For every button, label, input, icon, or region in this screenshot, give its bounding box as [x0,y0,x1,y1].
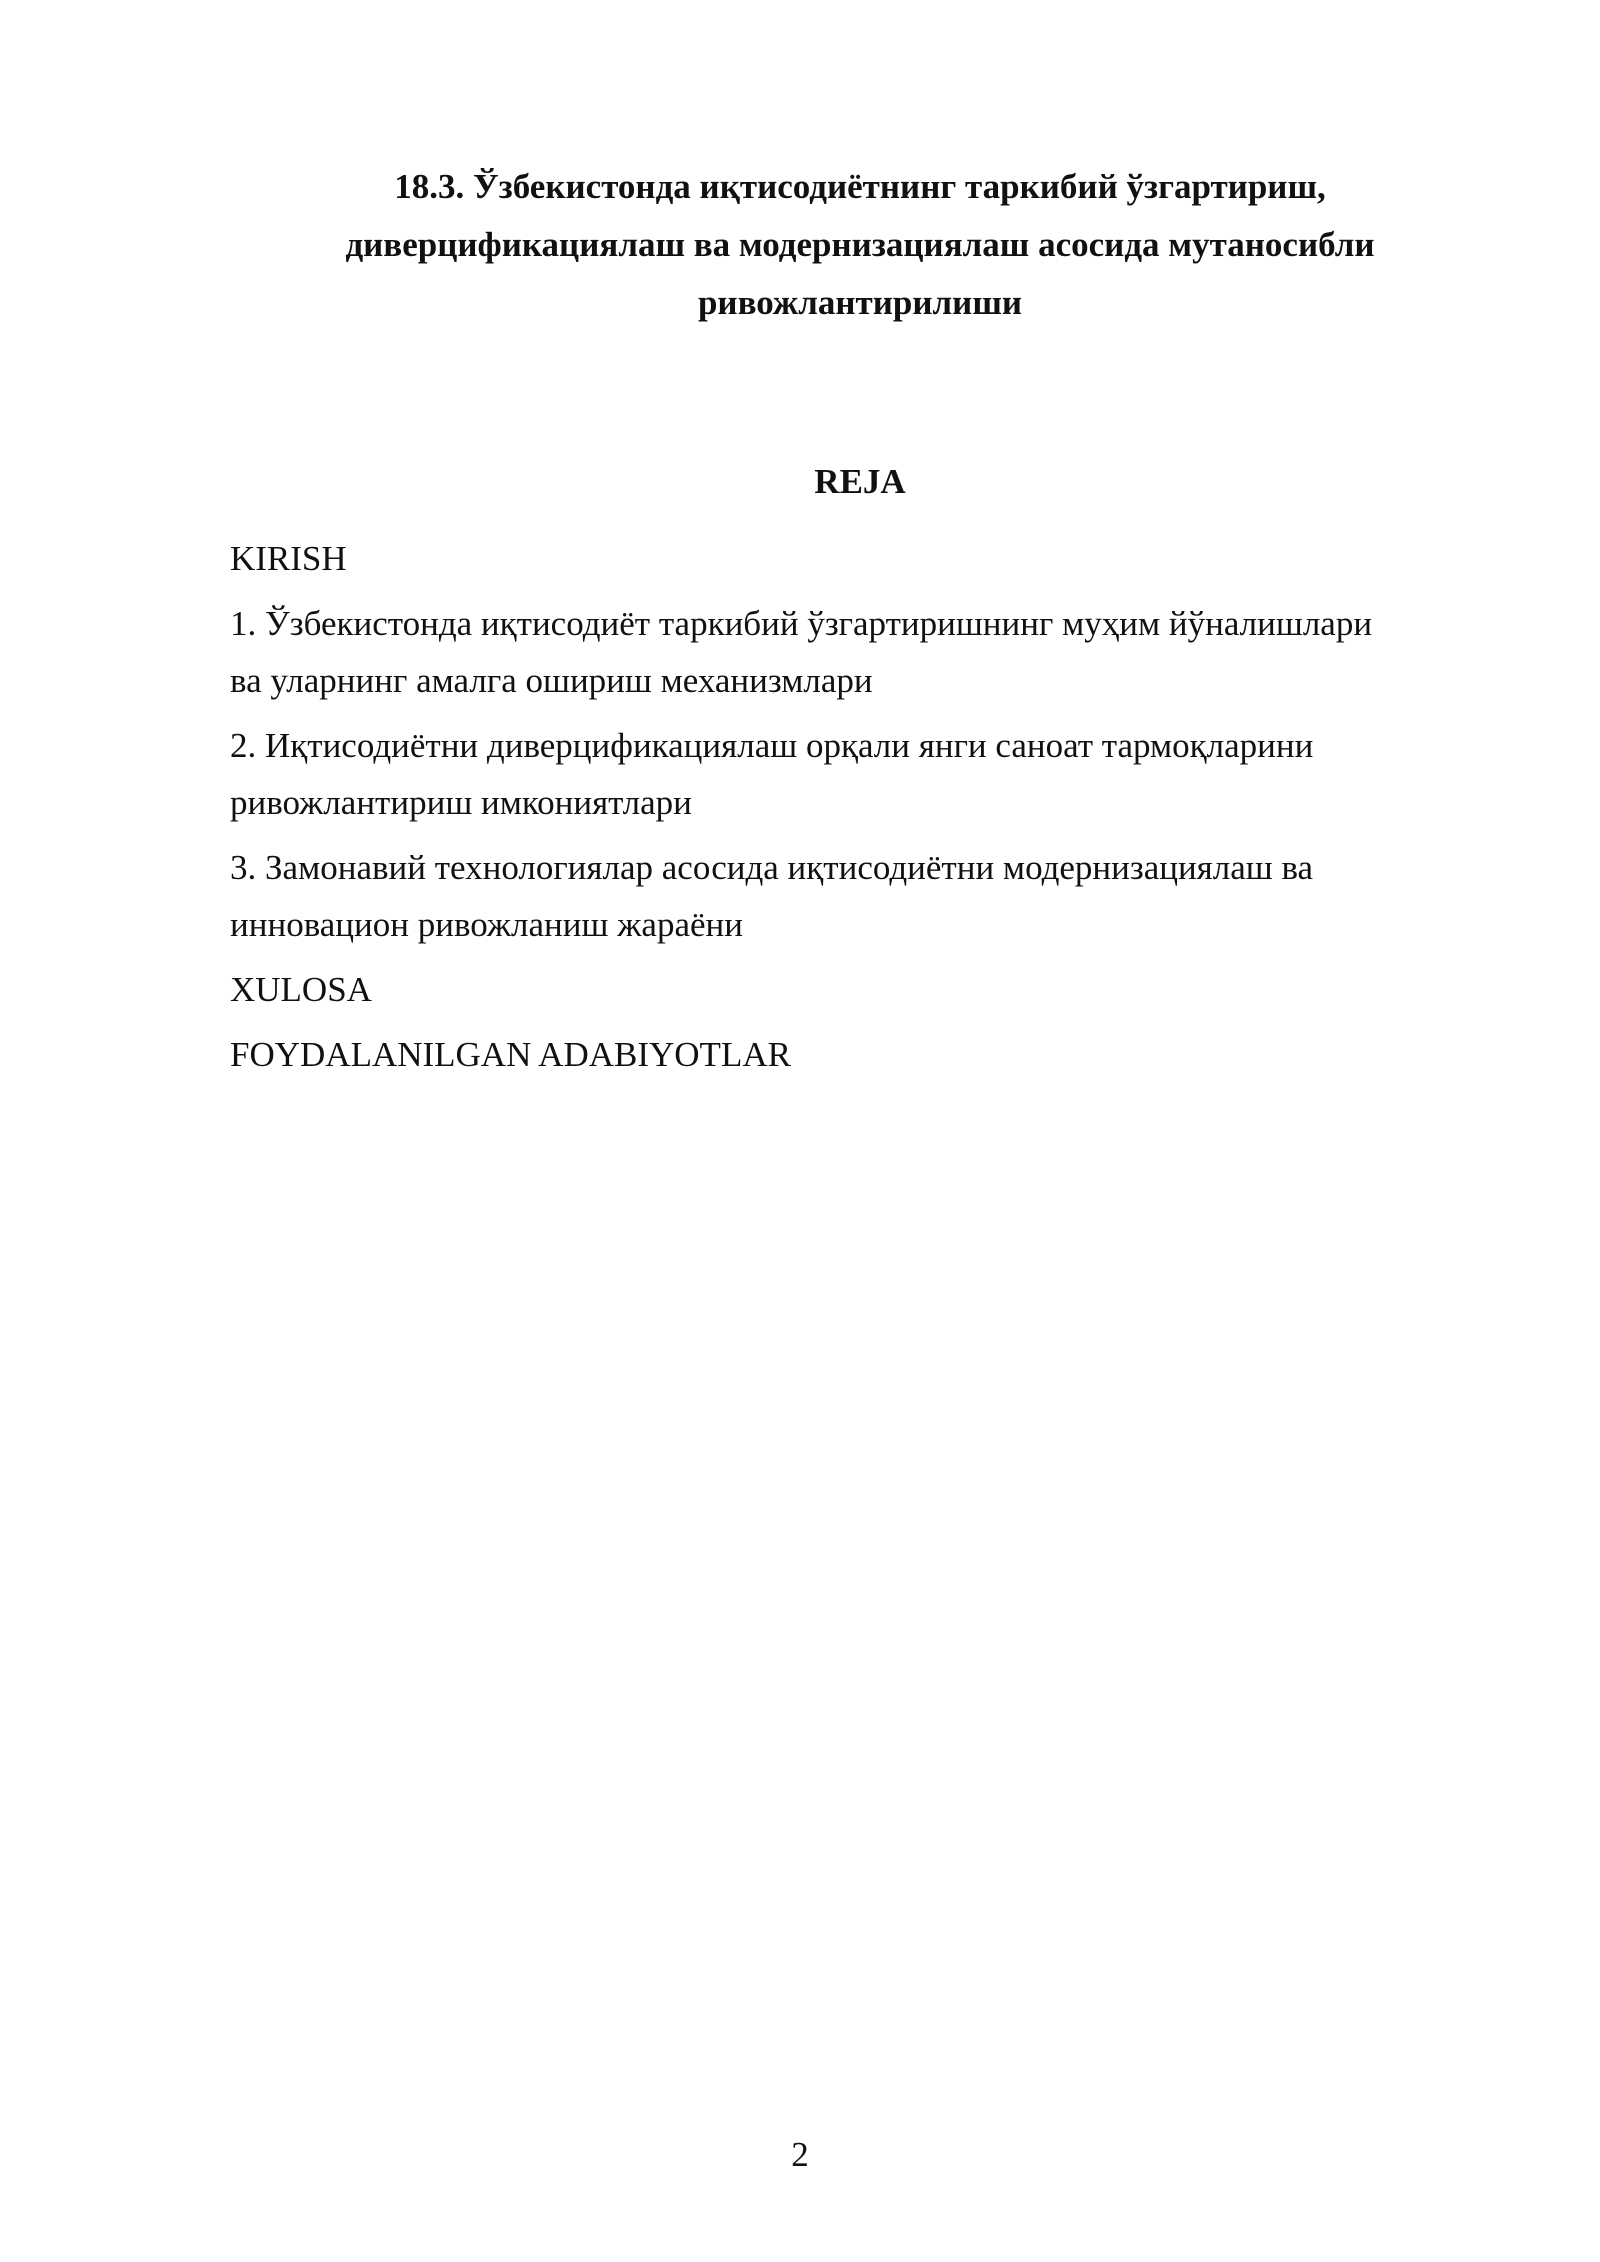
plan-item-line: 2. Иқтисодиётни диверцификациялаш орқали янги саноат тармоқларини [230,726,1314,765]
plan-item-1 [230,595,1490,709]
plan-item-line: 1. Ўзбекистонда иқтисодиёт таркибий ўзгартиришнинг муҳим йўналишлари [230,604,1373,643]
page-number: 2 [791,2135,809,2174]
plan-item-line: KIRISH [230,539,347,578]
plan-item-line: ва уларнинг амалга ошириш механизмлари [230,661,873,700]
plan-item-line: 3. Замонавий технологиялар асосида иқтисодиётни модернизациялаш ва [230,848,1314,887]
plan-item-3 [230,839,1490,953]
plan-item-line: ривожлантириш имкониятлари [230,783,692,822]
plan-list [230,530,1490,1091]
plan-heading: REJA [814,462,906,501]
plan-item-line: инновацион ривожланиш жараёни [230,905,743,944]
title-line-3: ривожлантирилиши [697,283,1023,322]
plan-item-introduction [230,530,1490,587]
document-title [280,158,1440,332]
plan-item-references [230,1026,1490,1083]
plan-item-conclusion [230,961,1490,1018]
title-line-2: диверцификациялаш ва модернизациялаш асосида мутаносибли [345,225,1375,264]
plan-item-line: FOYDALANILGAN ADABIYOTLAR [230,1035,791,1074]
plan-item-line: XULOSA [230,970,372,1009]
plan-item-2 [230,717,1490,831]
title-line-1: 18.3. Ўзбекистонда иқтисодиётнинг таркибий ўзгартириш, [394,167,1326,206]
